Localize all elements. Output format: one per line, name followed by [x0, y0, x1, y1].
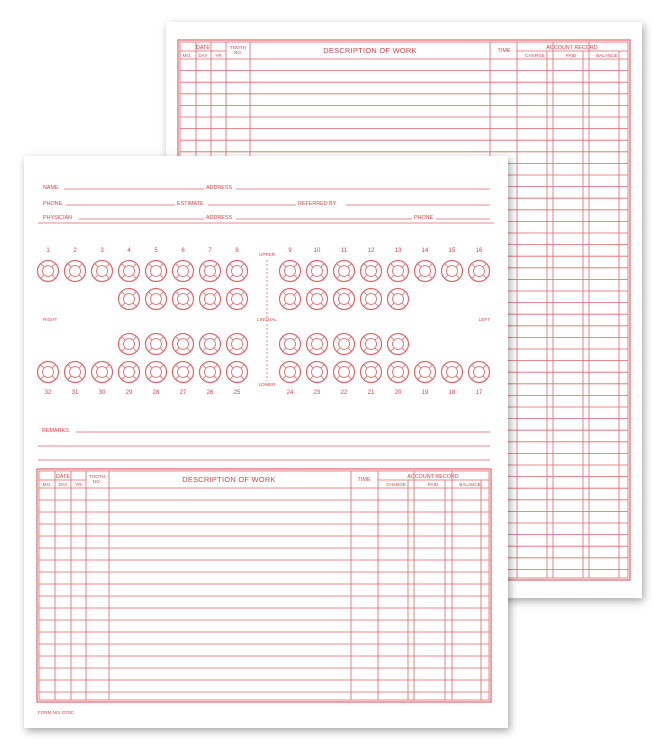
tooth-number-upper: 8	[235, 248, 239, 254]
tooth-diagram[interactable]	[361, 334, 382, 355]
physician-label: PHYSICIAN	[43, 215, 73, 221]
tooth-diagram[interactable]	[119, 362, 140, 383]
back-paid-header: PAID	[565, 53, 577, 58]
tooth-number-upper: 5	[154, 248, 158, 254]
front-table-rows	[39, 488, 489, 692]
tooth-diagram[interactable]	[146, 362, 167, 383]
tooth-diagram[interactable]	[227, 362, 248, 383]
back-mo-header: MO.	[182, 53, 192, 58]
tooth-diagram[interactable]	[415, 261, 436, 282]
tooth-diagram[interactable]	[200, 261, 221, 282]
tooth-diagram[interactable]	[200, 362, 221, 383]
front-time-header: TIME	[357, 477, 371, 483]
address2-label: ADDRESS	[206, 215, 233, 221]
lingual-label: LINGUAL	[257, 317, 277, 322]
tooth-diagram[interactable]	[65, 261, 86, 282]
front-balance-header: BALANCE	[459, 482, 481, 487]
tooth-number-lower: 20	[394, 390, 402, 396]
upper-label: UPPER	[259, 252, 275, 257]
back-tooth-no-header: NO.	[233, 50, 243, 55]
front-sheet	[24, 156, 508, 728]
tooth-number-upper: 13	[394, 248, 402, 254]
tooth-diagram[interactable]	[334, 334, 355, 355]
tooth-number-upper: 1	[46, 248, 50, 254]
tooth-number-upper: 2	[73, 248, 77, 254]
tooth-number-upper: 10	[313, 248, 321, 254]
tooth-diagram[interactable]	[200, 289, 221, 310]
tooth-diagram[interactable]	[227, 334, 248, 355]
front-tooth-header: TOOTH	[89, 474, 105, 479]
tooth-number-lower: 29	[125, 390, 133, 396]
right-label: RIGHT	[43, 317, 58, 322]
tooth-diagram[interactable]	[65, 362, 86, 383]
left-label: LEFT	[478, 317, 490, 322]
tooth-diagram[interactable]	[92, 261, 113, 282]
tooth-number-lower: 19	[421, 390, 429, 396]
tooth-number-lower: 25	[233, 390, 241, 396]
tooth-diagram[interactable]	[388, 334, 409, 355]
tooth-number-upper: 9	[288, 248, 292, 254]
back-description-header: DESCRIPTION OF WORK	[323, 46, 417, 55]
phone-label: PHONE	[43, 201, 63, 207]
tooth-diagram[interactable]	[334, 261, 355, 282]
tooth-diagram[interactable]	[307, 289, 328, 310]
tooth-diagram[interactable]	[173, 289, 194, 310]
front-charge-header: CHARGE	[386, 482, 406, 487]
tooth-number-lower: 18	[448, 390, 456, 396]
tooth-diagram[interactable]	[146, 289, 167, 310]
back-account-record-header: ACCOUNT RECORD	[546, 45, 598, 51]
tooth-number-lower: 28	[152, 390, 160, 396]
back-tooth-header: TOOTH	[230, 45, 246, 50]
tooth-number-lower: 23	[313, 390, 321, 396]
remarks-label: REMARKS:	[42, 428, 71, 434]
tooth-diagram[interactable]	[388, 289, 409, 310]
tooth-diagram[interactable]	[361, 289, 382, 310]
tooth-diagram[interactable]	[173, 261, 194, 282]
front-table-columns	[55, 471, 481, 700]
tooth-number-upper: 3	[100, 248, 104, 254]
front-sheet-form	[24, 156, 508, 728]
tooth-number-lower: 31	[71, 390, 79, 396]
tooth-diagram[interactable]	[334, 289, 355, 310]
tooth-diagram[interactable]	[442, 261, 463, 282]
tooth-diagram[interactable]	[227, 289, 248, 310]
front-yr-header: YR.	[75, 482, 83, 487]
address-label: ADDRESS	[206, 185, 233, 191]
tooth-diagram[interactable]	[307, 261, 328, 282]
back-time-header: TIME	[497, 48, 511, 54]
tooth-number-upper: 15	[448, 248, 456, 254]
front-date-header: DATE	[56, 474, 70, 480]
tooth-diagram[interactable]	[280, 289, 301, 310]
tooth-diagram[interactable]	[227, 261, 248, 282]
tooth-number-lower: 22	[340, 390, 348, 396]
tooth-diagram[interactable]	[388, 362, 409, 383]
tooth-diagram[interactable]	[280, 261, 301, 282]
back-day-header: DAY	[198, 53, 208, 58]
tooth-diagram[interactable]	[280, 362, 301, 383]
tooth-number-upper: 12	[367, 248, 375, 254]
tooth-diagram[interactable]	[146, 261, 167, 282]
form-number: FORM NO. D70C	[38, 710, 74, 715]
referred-by-label: REFERRED BY	[298, 201, 337, 207]
tooth-number-upper: 4	[127, 248, 131, 254]
tooth-number-lower: 21	[367, 390, 375, 396]
tooth-diagram[interactable]	[361, 362, 382, 383]
tooth-diagram[interactable]	[415, 362, 436, 383]
tooth-number-upper: 16	[475, 248, 483, 254]
front-tooth-no-header: NO.	[92, 479, 102, 484]
tooth-diagram[interactable]	[173, 334, 194, 355]
dental-chart	[38, 248, 490, 396]
lower-label: LOWER	[258, 382, 276, 387]
tooth-number-lower: 24	[286, 390, 294, 396]
tooth-diagram[interactable]	[119, 334, 140, 355]
tooth-diagram[interactable]	[469, 261, 490, 282]
tooth-number-lower: 27	[179, 390, 187, 396]
back-yr-header: YR.	[215, 53, 223, 58]
tooth-number-lower: 32	[44, 390, 52, 396]
front-description-header: DESCRIPTION OF WORK	[182, 475, 276, 484]
tooth-diagram[interactable]	[173, 362, 194, 383]
front-account-record-header: ACCOUNT RECORD	[407, 474, 459, 480]
tooth-diagram[interactable]	[307, 362, 328, 383]
tooth-number-upper: 11	[340, 248, 348, 254]
front-mo-header: MO.	[42, 482, 52, 487]
phone2-label: PHONE	[414, 215, 434, 221]
tooth-diagram[interactable]	[361, 261, 382, 282]
tooth-diagram[interactable]	[38, 362, 59, 383]
tooth-number-upper: 14	[421, 248, 429, 254]
front-table-frame	[37, 469, 491, 702]
tooth-diagram[interactable]	[469, 362, 490, 383]
tooth-diagram[interactable]	[119, 289, 140, 310]
front-day-header: DAY	[58, 482, 68, 487]
estimate-label: ESTIMATE	[177, 201, 204, 207]
back-balance-header: BALANCE	[596, 53, 618, 58]
tooth-diagram[interactable]	[146, 334, 167, 355]
tooth-number-lower: 26	[206, 390, 214, 396]
tooth-diagram[interactable]	[442, 362, 463, 383]
tooth-diagram[interactable]	[38, 261, 59, 282]
tooth-diagram[interactable]	[334, 362, 355, 383]
back-date-header: DATE	[196, 45, 210, 51]
tooth-diagram[interactable]	[388, 261, 409, 282]
tooth-number-upper: 7	[208, 248, 212, 254]
tooth-diagram[interactable]	[307, 334, 328, 355]
back-charge-header: CHARGE	[525, 53, 545, 58]
name-label: NAME	[43, 185, 59, 191]
tooth-number-lower: 30	[98, 390, 106, 396]
tooth-number-upper: 6	[181, 248, 185, 254]
tooth-diagram[interactable]	[92, 362, 113, 383]
tooth-diagram[interactable]	[119, 261, 140, 282]
tooth-diagram[interactable]	[200, 334, 221, 355]
front-paid-header: PAID	[427, 482, 439, 487]
tooth-diagram[interactable]	[280, 334, 301, 355]
tooth-number-lower: 17	[475, 390, 483, 396]
